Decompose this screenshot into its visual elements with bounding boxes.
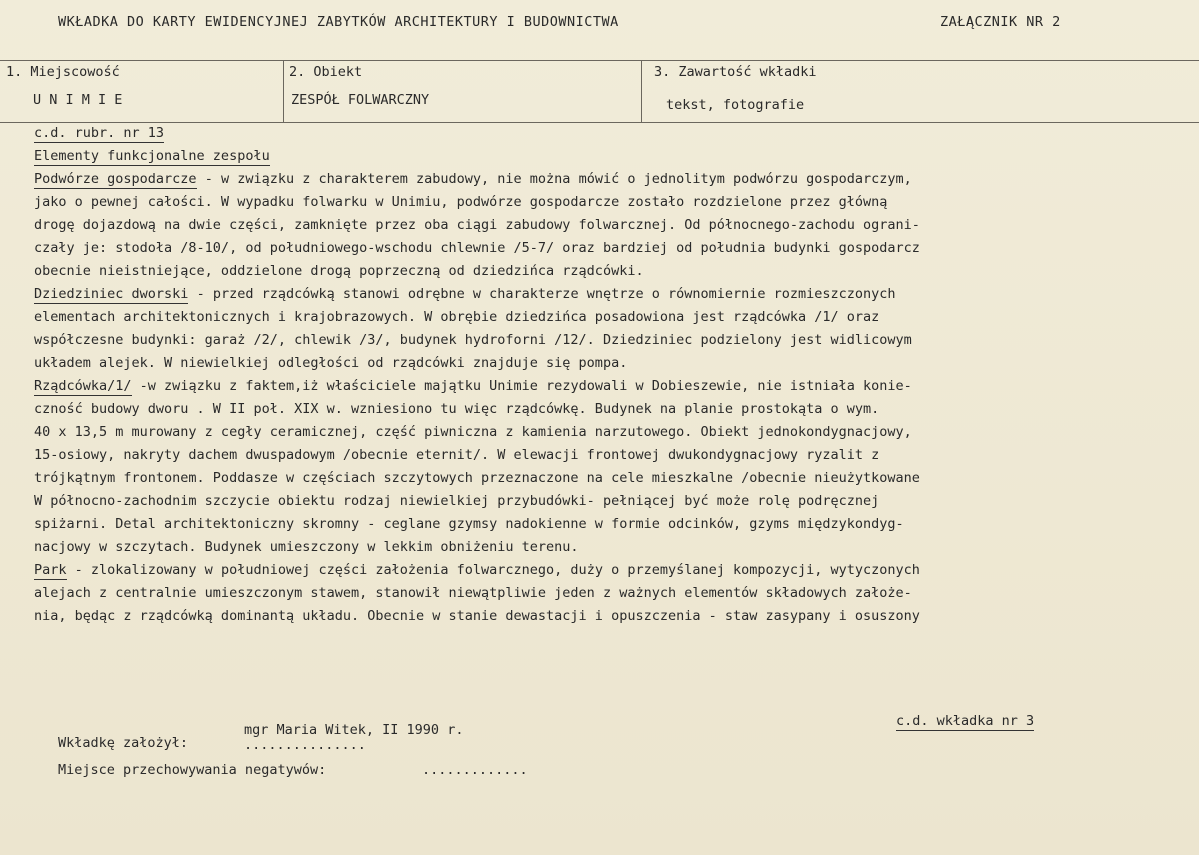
line-text: czały je: stodoła /8-10/, od południowego-wschodu chlewnie /5-7/ oraz bardziej od południa budynki gospodarcz <box>34 240 920 256</box>
field-contents-value: tekst, fotografie <box>666 97 805 113</box>
form-divider-2 <box>641 60 642 122</box>
body-line <box>34 191 1194 214</box>
body-line <box>34 168 1194 191</box>
line-text: czność budowy dworu . W II poł. XIX w. wzniesiono tu więc rządcówkę. Budynek na planie prostokąta o wym. <box>34 401 880 417</box>
section-heading: Elementy funkcjonalne zespołu <box>34 148 270 164</box>
body-line <box>34 329 1194 352</box>
line-text: nia, będąc z rządcówką dominantą układu. Obecnie w stanie dewastacji i opuszczenia - staw zasypany i osuszony <box>34 608 920 624</box>
line-text: 15-osiowy, nakryty dachem dwuspadowym /obecnie eternit/. W elewacji frontowej dwukondygnacjowy ryzalit z <box>34 447 880 463</box>
line-text: alejach z centralnie umieszczonym stawem, stanowił niewątpliwie jeden z ważnych elementów składowych założe- <box>34 585 912 601</box>
line-text: -w związku z faktem,iż właściciele majątku Unimie rezydowali w Dobieszewie, nie istniała konie- <box>131 378 912 394</box>
body-line <box>34 375 1194 398</box>
field-locality-value: U N I M I E <box>33 92 123 108</box>
body-line <box>34 398 1194 421</box>
section-term: Rządcówka/1/ <box>34 378 132 394</box>
body-line <box>34 283 1194 306</box>
body-lines <box>34 168 1194 628</box>
body-line <box>34 467 1194 490</box>
annex-number: ZAŁĄCZNIK NR 2 <box>940 14 1061 30</box>
line-text: drogę dojazdową na dwie części, zamknięte przez oba ciągi zabudowy folwarcznej. Od północnego-zachodu ograni- <box>34 217 920 233</box>
body-line <box>34 582 1194 605</box>
line-text: spiżarni. Detal architektoniczny skromny - ceglane gzymsy nadokienne w formie odcinków, gzyms międzykondyg- <box>34 516 904 532</box>
line-text: W północno-zachodnim szczycie obiektu rodzaj niewielkiej przybudówki- pełniącej być może rolę podręcznej <box>34 493 880 509</box>
body-line <box>34 444 1194 467</box>
section-term: Dziedziniec dworski <box>34 286 189 302</box>
body-line <box>34 352 1194 375</box>
form-divider-1 <box>283 60 284 122</box>
body-line <box>34 306 1194 329</box>
continuation-note: c.d. rubr. nr 13 <box>34 125 165 141</box>
document-title: WKŁADKA DO KARTY EWIDENCYJNEJ ZABYTKÓW ARCHITEKTURY I BUDOWNICTWA <box>58 14 619 30</box>
body-line <box>34 536 1194 559</box>
line-text: trójkątnym frontonem. Poddasze w częściach szczytowych przeznaczone na cele mieszkalne /obecnie nieużytkowane <box>34 470 920 486</box>
section-term: Park <box>34 562 67 578</box>
form-top-rule <box>0 60 1199 61</box>
field-locality-label: 1. Miejscowość <box>6 64 120 80</box>
body-line <box>34 237 1194 260</box>
body-line <box>34 260 1194 283</box>
line-text: - przed rządcówką stanowi odrębne w charakterze wnętrze o równomiernie rozmieszczonych <box>188 286 896 302</box>
body-line <box>34 513 1194 536</box>
body-line <box>34 605 1194 628</box>
line-text: współczesne budynki: garaż /2/, chlewik /3/, budynek hydroforni /12/. Dziedziniec podzielony jest widlicowym <box>34 332 912 348</box>
line-text: nacjowy w szczytach. Budynek umieszczony w lekkim obniżeniu terenu. <box>34 539 579 555</box>
field-object-label: 2. Obiekt <box>289 64 363 80</box>
author-value: mgr Maria Witek, II 1990 r. <box>244 722 464 738</box>
body-line <box>34 421 1194 444</box>
author-label: Wkładkę założył: <box>58 735 189 751</box>
line-text: jako o pewnej całości. W wypadku folwarku w Unimiu, podwórze gospodarcze zostało rozdzielone przez główną <box>34 194 888 210</box>
body-line <box>34 214 1194 237</box>
document-body <box>34 122 1194 628</box>
line-text: - w związku z charakterem zabudowy, nie można mówić o jednolitym podwórzu gospodarczym, <box>196 171 912 187</box>
storage-label: Miejsce przechowywania negatywów: <box>58 762 327 778</box>
continuation-next: c.d. wkładka nr 3 <box>896 713 1035 729</box>
section-term: Podwórze gospodarcze <box>34 171 197 187</box>
body-line <box>34 490 1194 513</box>
line-text: elementach architektonicznych i krajobrazowych. W obrębie dziedzińca posadowiona jest rządcówka /1/ oraz <box>34 309 880 325</box>
line-text: 40 x 13,5 m murowany z cegły ceramicznej, część piwniczna z kamienia narzutowego. Obiekt jednokondygnacjowy, <box>34 424 912 440</box>
line-text: układem alejek. W niewielkiej odległości od rządcówki znajduje się pompa. <box>34 355 628 371</box>
line-text: - zlokalizowany w południowej części założenia folwarcznego, duży o przemyślanej kompozycji, wytyczonych <box>66 562 920 578</box>
field-contents-label: 3. Zawartość wkładki <box>654 64 817 80</box>
storage-dots: ............. <box>422 762 528 778</box>
body-line <box>34 559 1194 582</box>
author-dots: ............... <box>244 737 366 753</box>
field-object-value: ZESPÓŁ FOLWARCZNY <box>291 92 430 108</box>
line-text: obecnie nieistniejące, oddzielone drogą poprzeczną od dziedzińca rządcówki. <box>34 263 644 279</box>
